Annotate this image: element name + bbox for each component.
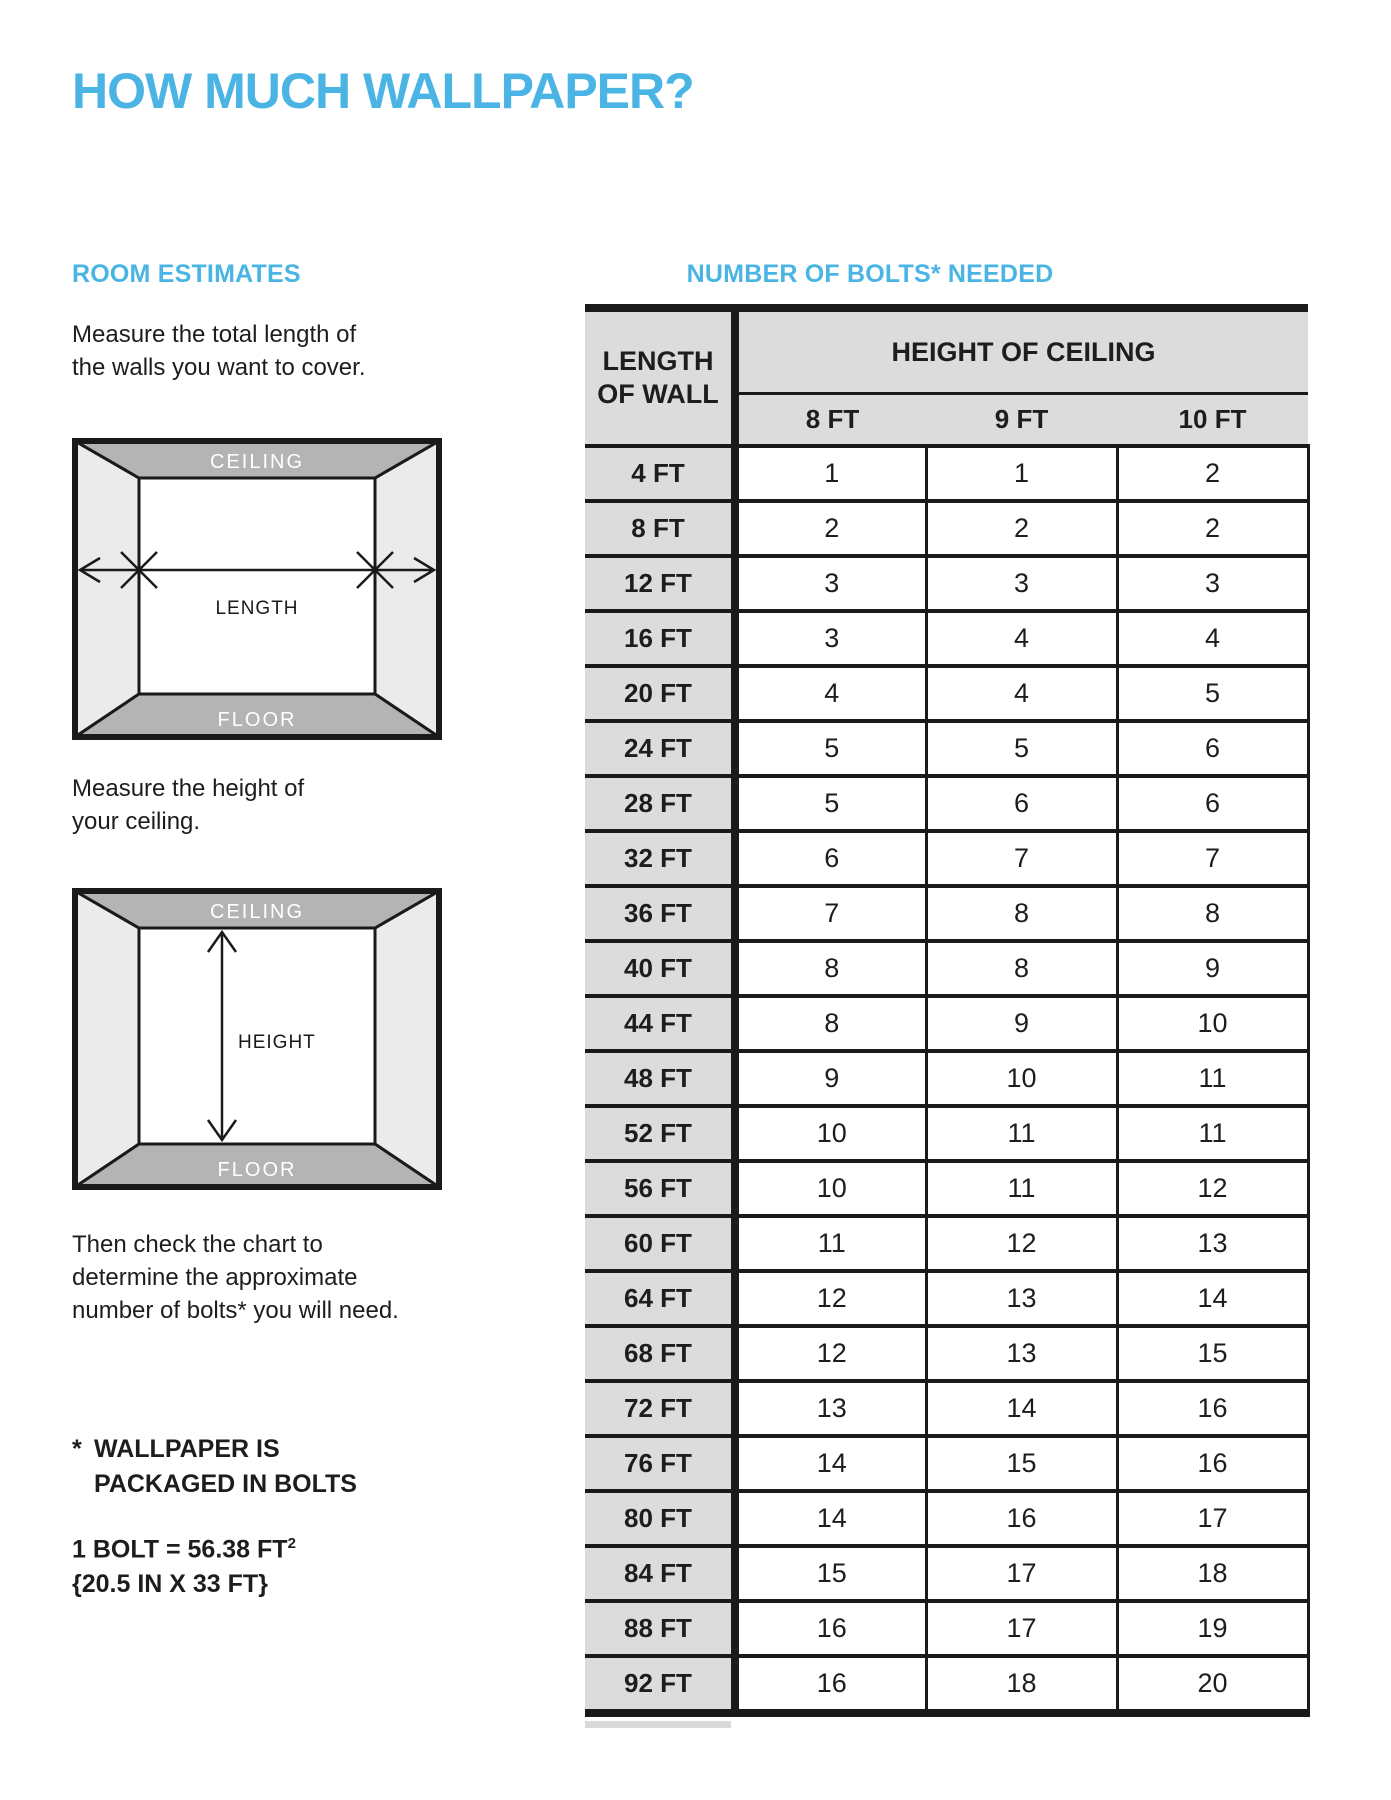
row-label-92-ft: 92 FT xyxy=(585,1656,735,1713)
bolts-value-8-ft: 11 xyxy=(735,1216,926,1271)
bolts-footnote xyxy=(72,1432,357,1502)
bolts-value-8-ft: 5 xyxy=(735,776,926,831)
bolts-value-10-ft: 8 xyxy=(1117,886,1308,941)
footnote-line1 xyxy=(72,1432,357,1467)
bolts-value-9-ft: 15 xyxy=(926,1436,1117,1491)
row-label-88-ft: 88 FT xyxy=(585,1601,735,1656)
row-label-48-ft: 48 FT xyxy=(585,1051,735,1106)
row-label-12-ft: 12 FT xyxy=(585,556,735,611)
step3-line2: determine the approximate xyxy=(72,1264,358,1291)
col-header-8ft: 8 FT xyxy=(735,394,926,447)
room-height-diagram xyxy=(72,888,442,1190)
bolts-value-8-ft: 10 xyxy=(735,1161,926,1216)
col-header-9ft: 9 FT xyxy=(926,394,1117,447)
bolts-value-9-ft: 17 xyxy=(926,1546,1117,1601)
bolts-value-9-ft: 10 xyxy=(926,1051,1117,1106)
bolts-table xyxy=(585,304,1310,1717)
bolts-value-9-ft: 2 xyxy=(926,501,1117,556)
table-row xyxy=(585,886,1308,941)
bolts-value-8-ft: 10 xyxy=(735,1106,926,1161)
bolts-value-9-ft: 17 xyxy=(926,1601,1117,1656)
bolts-value-10-ft: 2 xyxy=(1117,446,1308,501)
bolts-value-8-ft: 3 xyxy=(735,611,926,666)
bolts-value-8-ft: 14 xyxy=(735,1436,926,1491)
table-body xyxy=(585,446,1308,1713)
bolts-value-9-ft: 6 xyxy=(926,776,1117,831)
left-wall-shape xyxy=(75,891,139,1187)
row-label-52-ft: 52 FT xyxy=(585,1106,735,1161)
bolts-value-8-ft: 2 xyxy=(735,501,926,556)
ceiling-label: CEILING xyxy=(209,901,305,923)
table-row xyxy=(585,446,1308,501)
bolts-value-9-ft: 8 xyxy=(926,886,1117,941)
bolts-value-10-ft: 17 xyxy=(1117,1491,1308,1546)
step2-line1: Measure the height of xyxy=(72,775,305,802)
row-label-80-ft: 80 FT xyxy=(585,1491,735,1546)
bolts-value-10-ft: 13 xyxy=(1117,1216,1308,1271)
left-wall-shape xyxy=(75,441,139,737)
bolts-value-8-ft: 9 xyxy=(735,1051,926,1106)
step3-line3: number of bolts* you will need. xyxy=(72,1297,399,1324)
bolts-value-9-ft: 12 xyxy=(926,1216,1117,1271)
room-estimates-heading: ROOM ESTIMATES xyxy=(72,260,301,288)
row-label-28-ft: 28 FT xyxy=(585,776,735,831)
bolts-value-10-ft: 6 xyxy=(1117,721,1308,776)
step3-text xyxy=(72,1228,399,1327)
row-label-32-ft: 32 FT xyxy=(585,831,735,886)
step3-line1: Then check the chart to xyxy=(72,1231,323,1258)
bolts-value-10-ft: 20 xyxy=(1117,1656,1308,1713)
bolts-value-9-ft: 14 xyxy=(926,1381,1117,1436)
row-label-68-ft: 68 FT xyxy=(585,1326,735,1381)
bolts-value-8-ft: 3 xyxy=(735,556,926,611)
bolts-value-9-ft: 13 xyxy=(926,1326,1117,1381)
bolts-value-9-ft: 18 xyxy=(926,1656,1117,1713)
bolts-value-9-ft: 11 xyxy=(926,1161,1117,1216)
table-row xyxy=(585,1601,1308,1656)
bolts-value-8-ft: 5 xyxy=(735,721,926,776)
table-row xyxy=(585,1436,1308,1491)
step1-text xyxy=(72,318,365,384)
table-row xyxy=(585,831,1308,886)
bolts-value-10-ft: 3 xyxy=(1117,556,1308,611)
bolts-value-8-ft: 16 xyxy=(735,1601,926,1656)
bolts-value-10-ft: 16 xyxy=(1117,1381,1308,1436)
bolts-value-10-ft: 6 xyxy=(1117,776,1308,831)
bolts-value-10-ft: 11 xyxy=(1117,1106,1308,1161)
bolts-value-10-ft: 16 xyxy=(1117,1436,1308,1491)
table-row xyxy=(585,1271,1308,1326)
step1-line2: the walls you want to cover. xyxy=(72,354,366,381)
bolts-value-8-ft: 13 xyxy=(735,1381,926,1436)
row-label-20-ft: 20 FT xyxy=(585,666,735,721)
bolts-value-9-ft: 5 xyxy=(926,721,1117,776)
table-row xyxy=(585,996,1308,1051)
bolts-value-9-ft: 8 xyxy=(926,941,1117,996)
bolts-value-9-ft: 4 xyxy=(926,611,1117,666)
bolts-value-9-ft: 16 xyxy=(926,1491,1117,1546)
floor-label: FLOOR xyxy=(217,1159,297,1181)
step2-text xyxy=(72,772,304,838)
height-of-ceiling-header: HEIGHT OF CEILING xyxy=(735,308,1308,394)
row-label-8-ft: 8 FT xyxy=(585,501,735,556)
room-length-diagram xyxy=(72,438,442,740)
bolts-value-10-ft: 4 xyxy=(1117,611,1308,666)
table-row xyxy=(585,1326,1308,1381)
bolts-value-8-ft: 12 xyxy=(735,1271,926,1326)
height-label: HEIGHT xyxy=(238,1032,316,1053)
bolts-value-8-ft: 8 xyxy=(735,941,926,996)
table-row xyxy=(585,666,1308,721)
bolts-value-9-ft: 9 xyxy=(926,996,1117,1051)
row-label-40-ft: 40 FT xyxy=(585,941,735,996)
bolts-value-10-ft: 15 xyxy=(1117,1326,1308,1381)
bolts-value-9-ft: 11 xyxy=(926,1106,1117,1161)
table-footer-gray-strip xyxy=(585,1721,731,1728)
bolts-value-8-ft: 7 xyxy=(735,886,926,941)
table-row xyxy=(585,1381,1308,1436)
bolts-value-8-ft: 15 xyxy=(735,1546,926,1601)
bolts-value-10-ft: 7 xyxy=(1117,831,1308,886)
bolts-value-8-ft: 16 xyxy=(735,1656,926,1713)
bolts-value-9-ft: 1 xyxy=(926,446,1117,501)
row-label-56-ft: 56 FT xyxy=(585,1161,735,1216)
table-row xyxy=(585,1051,1308,1106)
table-row xyxy=(585,556,1308,611)
row-label-4-ft: 4 FT xyxy=(585,446,735,501)
table-row xyxy=(585,501,1308,556)
right-wall-shape xyxy=(375,891,439,1187)
length-of-wall-line1: LENGTH xyxy=(602,346,714,376)
bolts-value-8-ft: 6 xyxy=(735,831,926,886)
bolts-value-10-ft: 14 xyxy=(1117,1271,1308,1326)
length-of-wall-header xyxy=(585,308,735,446)
right-wall-shape xyxy=(375,441,439,737)
bolts-needed-heading: NUMBER OF BOLTS* NEEDED xyxy=(686,260,1054,288)
bolts-value-8-ft: 1 xyxy=(735,446,926,501)
row-label-76-ft: 76 FT xyxy=(585,1436,735,1491)
col-header-10ft: 10 FT xyxy=(1117,394,1308,447)
bolts-value-10-ft: 12 xyxy=(1117,1161,1308,1216)
ceiling-label: CEILING xyxy=(209,451,305,473)
bolts-value-9-ft: 4 xyxy=(926,666,1117,721)
bolt-equation xyxy=(72,1526,296,1567)
page-title: HOW MUCH WALLPAPER? xyxy=(72,63,694,119)
bolts-value-10-ft: 11 xyxy=(1117,1051,1308,1106)
table-row xyxy=(585,1546,1308,1601)
table-row xyxy=(585,1216,1308,1271)
bolts-value-8-ft: 4 xyxy=(735,666,926,721)
row-label-36-ft: 36 FT xyxy=(585,886,735,941)
bolts-value-9-ft: 7 xyxy=(926,831,1117,886)
table-row xyxy=(585,1161,1308,1216)
row-label-24-ft: 24 FT xyxy=(585,721,735,776)
bolts-value-8-ft: 8 xyxy=(735,996,926,1051)
table-row xyxy=(585,941,1308,996)
bolts-value-9-ft: 3 xyxy=(926,556,1117,611)
floor-label: FLOOR xyxy=(217,709,297,731)
table-row xyxy=(585,1491,1308,1546)
table-header-row-1 xyxy=(585,308,1308,394)
row-label-44-ft: 44 FT xyxy=(585,996,735,1051)
row-label-16-ft: 16 FT xyxy=(585,611,735,666)
footnote-line1-text: WALLPAPER IS xyxy=(94,1435,280,1463)
length-of-wall-line2: OF WALL xyxy=(597,379,719,409)
row-label-84-ft: 84 FT xyxy=(585,1546,735,1601)
step1-line1: Measure the total length of xyxy=(72,321,357,348)
bolts-value-10-ft: 5 xyxy=(1117,666,1308,721)
bolts-value-10-ft: 19 xyxy=(1117,1601,1308,1656)
length-label: LENGTH xyxy=(215,598,299,619)
bolts-value-10-ft: 2 xyxy=(1117,501,1308,556)
table-row xyxy=(585,776,1308,831)
bolts-value-10-ft: 18 xyxy=(1117,1546,1308,1601)
bolt-equation-text: 1 BOLT = 56.38 FT xyxy=(72,1535,288,1564)
bolt-dimensions: {20.5 IN X 33 FT} xyxy=(72,1570,268,1599)
table-row xyxy=(585,1106,1308,1161)
table-row xyxy=(585,721,1308,776)
bolts-value-8-ft: 14 xyxy=(735,1491,926,1546)
bolts-value-9-ft: 13 xyxy=(926,1271,1117,1326)
row-label-64-ft: 64 FT xyxy=(585,1271,735,1326)
row-label-60-ft: 60 FT xyxy=(585,1216,735,1271)
bolts-value-10-ft: 9 xyxy=(1117,941,1308,996)
bolts-value-8-ft: 12 xyxy=(735,1326,926,1381)
asterisk: * xyxy=(72,1435,82,1463)
row-label-72-ft: 72 FT xyxy=(585,1381,735,1436)
squared-superscript: 2 xyxy=(287,1535,296,1552)
bolt-size-info xyxy=(72,1526,296,1602)
table-row xyxy=(585,611,1308,666)
footnote-line2: PACKAGED IN BOLTS xyxy=(94,1470,357,1498)
step2-line2: your ceiling. xyxy=(72,808,201,835)
back-wall-shape xyxy=(139,478,375,694)
table-row xyxy=(585,1656,1308,1713)
bolts-value-10-ft: 10 xyxy=(1117,996,1308,1051)
